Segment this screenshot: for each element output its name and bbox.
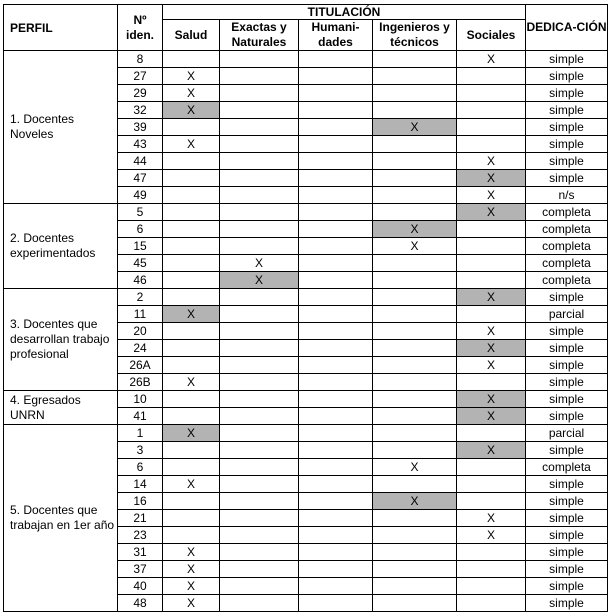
cell-salud — [163, 119, 220, 136]
cell-salud — [163, 510, 220, 527]
cell-sociales — [457, 561, 526, 578]
cell-ingenieros — [373, 323, 457, 340]
cell-humanidades — [299, 136, 373, 153]
cell-ingenieros: X — [373, 119, 457, 136]
cell-exactas — [220, 85, 299, 102]
cell-salud — [163, 153, 220, 170]
document — [3, 4, 608, 612]
cell-ingenieros: X — [373, 221, 457, 238]
cell-ingenieros — [373, 136, 457, 153]
cell-ingenieros — [373, 102, 457, 119]
cell-salud — [163, 272, 220, 289]
cell-exactas — [220, 544, 299, 561]
cell-exactas: X — [220, 272, 299, 289]
cell-ingenieros — [373, 442, 457, 459]
table-header — [4, 5, 608, 51]
cell-ingenieros — [373, 578, 457, 595]
cell-humanidades — [299, 391, 373, 408]
cell-ingenieros — [373, 527, 457, 544]
cell-sociales: X — [457, 357, 526, 374]
id-cell: 14 — [118, 476, 163, 493]
profile-group-label: 3. Docentes que desarrollan trabajo profesional — [4, 289, 118, 391]
cell-sociales — [457, 102, 526, 119]
id-cell: 20 — [118, 323, 163, 340]
profile-group-label: 2. Docentes experimentados — [4, 204, 118, 289]
header-dedicacion: DEDICA-CIÓN — [526, 5, 608, 51]
cell-humanidades — [299, 561, 373, 578]
cell-sociales — [457, 85, 526, 102]
cell-humanidades — [299, 527, 373, 544]
id-cell: 6 — [118, 459, 163, 476]
dedication-cell: simple — [526, 170, 608, 187]
id-cell: 40 — [118, 578, 163, 595]
cell-salud: X — [163, 374, 220, 391]
id-cell: 11 — [118, 306, 163, 323]
dedication-cell: completa — [526, 459, 608, 476]
id-cell: 41 — [118, 408, 163, 425]
cell-exactas — [220, 119, 299, 136]
id-cell: 48 — [118, 595, 163, 612]
cell-exactas — [220, 340, 299, 357]
cell-humanidades — [299, 221, 373, 238]
cell-humanidades — [299, 272, 373, 289]
id-cell: 16 — [118, 493, 163, 510]
dedication-cell: parcial — [526, 425, 608, 442]
cell-humanidades — [299, 357, 373, 374]
cell-sociales: X — [457, 391, 526, 408]
table-row — [4, 204, 608, 221]
cell-exactas — [220, 561, 299, 578]
id-cell: 46 — [118, 272, 163, 289]
cell-exactas — [220, 493, 299, 510]
dedication-cell: simple — [526, 340, 608, 357]
cell-salud — [163, 442, 220, 459]
cell-humanidades — [299, 476, 373, 493]
id-cell: 26A — [118, 357, 163, 374]
cell-sociales: X — [457, 170, 526, 187]
cell-exactas — [220, 68, 299, 85]
dedication-cell: n/s — [526, 187, 608, 204]
profile-table — [3, 4, 608, 612]
cell-exactas — [220, 578, 299, 595]
cell-ingenieros: X — [373, 493, 457, 510]
cell-sociales: X — [457, 340, 526, 357]
cell-ingenieros — [373, 306, 457, 323]
dedication-cell: simple — [526, 510, 608, 527]
profile-group-label: 4. Egresados UNRN — [4, 391, 118, 425]
cell-exactas — [220, 459, 299, 476]
cell-sociales — [457, 425, 526, 442]
cell-sociales: X — [457, 51, 526, 68]
cell-exactas: X — [220, 255, 299, 272]
cell-sociales — [457, 238, 526, 255]
id-cell: 15 — [118, 238, 163, 255]
cell-ingenieros — [373, 374, 457, 391]
cell-humanidades — [299, 408, 373, 425]
cell-ingenieros — [373, 204, 457, 221]
cell-exactas — [220, 187, 299, 204]
cell-humanidades — [299, 510, 373, 527]
id-cell: 8 — [118, 51, 163, 68]
cell-sociales — [457, 476, 526, 493]
cell-exactas — [220, 425, 299, 442]
cell-sociales: X — [457, 527, 526, 544]
cell-ingenieros — [373, 595, 457, 612]
id-cell: 26B — [118, 374, 163, 391]
cell-humanidades — [299, 493, 373, 510]
cell-salud — [163, 527, 220, 544]
cell-exactas — [220, 136, 299, 153]
cell-humanidades — [299, 459, 373, 476]
cell-salud — [163, 493, 220, 510]
table-row — [4, 425, 608, 442]
id-cell: 27 — [118, 68, 163, 85]
cell-salud: X — [163, 578, 220, 595]
dedication-cell: simple — [526, 544, 608, 561]
cell-sociales: X — [457, 323, 526, 340]
header-salud: Salud — [163, 20, 220, 51]
dedication-cell: simple — [526, 85, 608, 102]
dedication-cell: simple — [526, 578, 608, 595]
cell-ingenieros: X — [373, 238, 457, 255]
cell-ingenieros — [373, 357, 457, 374]
cell-humanidades — [299, 170, 373, 187]
cell-exactas — [220, 306, 299, 323]
cell-ingenieros — [373, 255, 457, 272]
table-row — [4, 51, 608, 68]
id-cell: 21 — [118, 510, 163, 527]
cell-ingenieros — [373, 391, 457, 408]
cell-sociales: X — [457, 408, 526, 425]
cell-salud: X — [163, 595, 220, 612]
dedication-cell: simple — [526, 51, 608, 68]
cell-exactas — [220, 510, 299, 527]
dedication-cell: simple — [526, 119, 608, 136]
cell-ingenieros — [373, 408, 457, 425]
id-cell: 49 — [118, 187, 163, 204]
cell-humanidades — [299, 85, 373, 102]
cell-salud — [163, 170, 220, 187]
cell-salud: X — [163, 561, 220, 578]
cell-ingenieros: X — [373, 459, 457, 476]
cell-exactas — [220, 391, 299, 408]
cell-exactas — [220, 238, 299, 255]
cell-exactas — [220, 51, 299, 68]
cell-salud: X — [163, 306, 220, 323]
header-ingenieros: Ingenieros y técnicos — [373, 20, 457, 51]
dedication-cell: simple — [526, 595, 608, 612]
cell-humanidades — [299, 238, 373, 255]
cell-humanidades — [299, 153, 373, 170]
cell-ingenieros — [373, 340, 457, 357]
dedication-cell: simple — [526, 476, 608, 493]
dedication-cell: simple — [526, 153, 608, 170]
table-row — [4, 391, 608, 408]
cell-salud — [163, 459, 220, 476]
cell-humanidades — [299, 306, 373, 323]
cell-exactas — [220, 289, 299, 306]
id-cell: 43 — [118, 136, 163, 153]
profile-group-label: 5. Docentes que trabajan en 1er año — [4, 425, 118, 612]
cell-humanidades — [299, 255, 373, 272]
header-exactas: Exactas y Naturales — [220, 20, 299, 51]
dedication-cell: completa — [526, 255, 608, 272]
cell-ingenieros — [373, 51, 457, 68]
cell-humanidades — [299, 323, 373, 340]
cell-ingenieros — [373, 68, 457, 85]
cell-humanidades — [299, 68, 373, 85]
cell-humanidades — [299, 595, 373, 612]
dedication-cell: parcial — [526, 306, 608, 323]
cell-ingenieros — [373, 510, 457, 527]
cell-salud — [163, 391, 220, 408]
cell-sociales: X — [457, 442, 526, 459]
cell-sociales — [457, 595, 526, 612]
cell-salud: X — [163, 102, 220, 119]
table-body — [4, 51, 608, 612]
cell-exactas — [220, 408, 299, 425]
id-cell: 5 — [118, 204, 163, 221]
cell-salud: X — [163, 85, 220, 102]
cell-ingenieros — [373, 153, 457, 170]
cell-sociales — [457, 578, 526, 595]
cell-humanidades — [299, 204, 373, 221]
cell-humanidades — [299, 544, 373, 561]
header-humanidades: Humani-dades — [299, 20, 373, 51]
dedication-cell: completa — [526, 272, 608, 289]
table-row — [4, 289, 608, 306]
dedication-cell: simple — [526, 136, 608, 153]
cell-exactas — [220, 476, 299, 493]
cell-salud — [163, 204, 220, 221]
cell-sociales — [457, 119, 526, 136]
cell-humanidades — [299, 187, 373, 204]
cell-exactas — [220, 153, 299, 170]
header-id: Nº iden. — [118, 5, 163, 51]
dedication-cell: simple — [526, 408, 608, 425]
cell-sociales — [457, 374, 526, 391]
cell-salud — [163, 340, 220, 357]
cell-ingenieros — [373, 561, 457, 578]
dedication-cell: simple — [526, 527, 608, 544]
dedication-cell: simple — [526, 391, 608, 408]
id-cell: 10 — [118, 391, 163, 408]
id-cell: 47 — [118, 170, 163, 187]
cell-exactas — [220, 102, 299, 119]
dedication-cell: simple — [526, 493, 608, 510]
cell-humanidades — [299, 102, 373, 119]
cell-exactas — [220, 527, 299, 544]
cell-humanidades — [299, 51, 373, 68]
id-cell: 23 — [118, 527, 163, 544]
cell-sociales — [457, 272, 526, 289]
cell-salud: X — [163, 544, 220, 561]
dedication-cell: completa — [526, 221, 608, 238]
dedication-cell: completa — [526, 238, 608, 255]
dedication-cell: completa — [526, 204, 608, 221]
cell-salud — [163, 408, 220, 425]
cell-sociales: X — [457, 204, 526, 221]
cell-humanidades — [299, 442, 373, 459]
cell-ingenieros — [373, 425, 457, 442]
cell-ingenieros — [373, 476, 457, 493]
dedication-cell: simple — [526, 442, 608, 459]
cell-humanidades — [299, 374, 373, 391]
cell-sociales — [457, 68, 526, 85]
dedication-cell: simple — [526, 102, 608, 119]
cell-humanidades — [299, 425, 373, 442]
cell-ingenieros — [373, 187, 457, 204]
id-cell: 32 — [118, 102, 163, 119]
cell-salud — [163, 323, 220, 340]
id-cell: 1 — [118, 425, 163, 442]
cell-sociales — [457, 255, 526, 272]
cell-exactas — [220, 204, 299, 221]
dedication-cell: simple — [526, 561, 608, 578]
cell-exactas — [220, 374, 299, 391]
dedication-cell: simple — [526, 357, 608, 374]
dedication-cell: simple — [526, 68, 608, 85]
cell-sociales: X — [457, 187, 526, 204]
cell-salud: X — [163, 476, 220, 493]
cell-sociales — [457, 459, 526, 476]
cell-ingenieros — [373, 85, 457, 102]
dedication-cell: simple — [526, 289, 608, 306]
header-sociales: Sociales — [457, 20, 526, 51]
cell-sociales: X — [457, 153, 526, 170]
cell-exactas — [220, 221, 299, 238]
cell-salud: X — [163, 425, 220, 442]
cell-sociales — [457, 306, 526, 323]
cell-exactas — [220, 170, 299, 187]
cell-humanidades — [299, 289, 373, 306]
cell-sociales — [457, 136, 526, 153]
id-cell: 6 — [118, 221, 163, 238]
cell-exactas — [220, 357, 299, 374]
header-perfil: PERFIL — [4, 5, 118, 51]
cell-ingenieros — [373, 272, 457, 289]
id-cell: 44 — [118, 153, 163, 170]
cell-sociales: X — [457, 289, 526, 306]
cell-exactas — [220, 595, 299, 612]
cell-humanidades — [299, 578, 373, 595]
header-titulacion: TITULACIÓN — [163, 5, 526, 20]
cell-sociales: X — [457, 510, 526, 527]
cell-ingenieros — [373, 170, 457, 187]
id-cell: 31 — [118, 544, 163, 561]
id-cell: 45 — [118, 255, 163, 272]
cell-sociales — [457, 221, 526, 238]
profile-group-label: 1. Docentes Noveles — [4, 51, 118, 204]
cell-ingenieros — [373, 289, 457, 306]
id-cell: 29 — [118, 85, 163, 102]
id-cell: 3 — [118, 442, 163, 459]
cell-salud — [163, 221, 220, 238]
dedication-cell: simple — [526, 323, 608, 340]
cell-sociales — [457, 544, 526, 561]
cell-humanidades — [299, 119, 373, 136]
cell-salud — [163, 51, 220, 68]
cell-salud: X — [163, 136, 220, 153]
id-cell: 39 — [118, 119, 163, 136]
cell-ingenieros — [373, 544, 457, 561]
id-cell: 2 — [118, 289, 163, 306]
cell-humanidades — [299, 340, 373, 357]
cell-salud — [163, 255, 220, 272]
cell-salud — [163, 238, 220, 255]
cell-exactas — [220, 323, 299, 340]
dedication-cell: simple — [526, 374, 608, 391]
cell-salud — [163, 357, 220, 374]
id-cell: 37 — [118, 561, 163, 578]
cell-salud: X — [163, 68, 220, 85]
cell-salud — [163, 187, 220, 204]
cell-exactas — [220, 442, 299, 459]
cell-salud — [163, 289, 220, 306]
id-cell: 24 — [118, 340, 163, 357]
cell-sociales — [457, 493, 526, 510]
